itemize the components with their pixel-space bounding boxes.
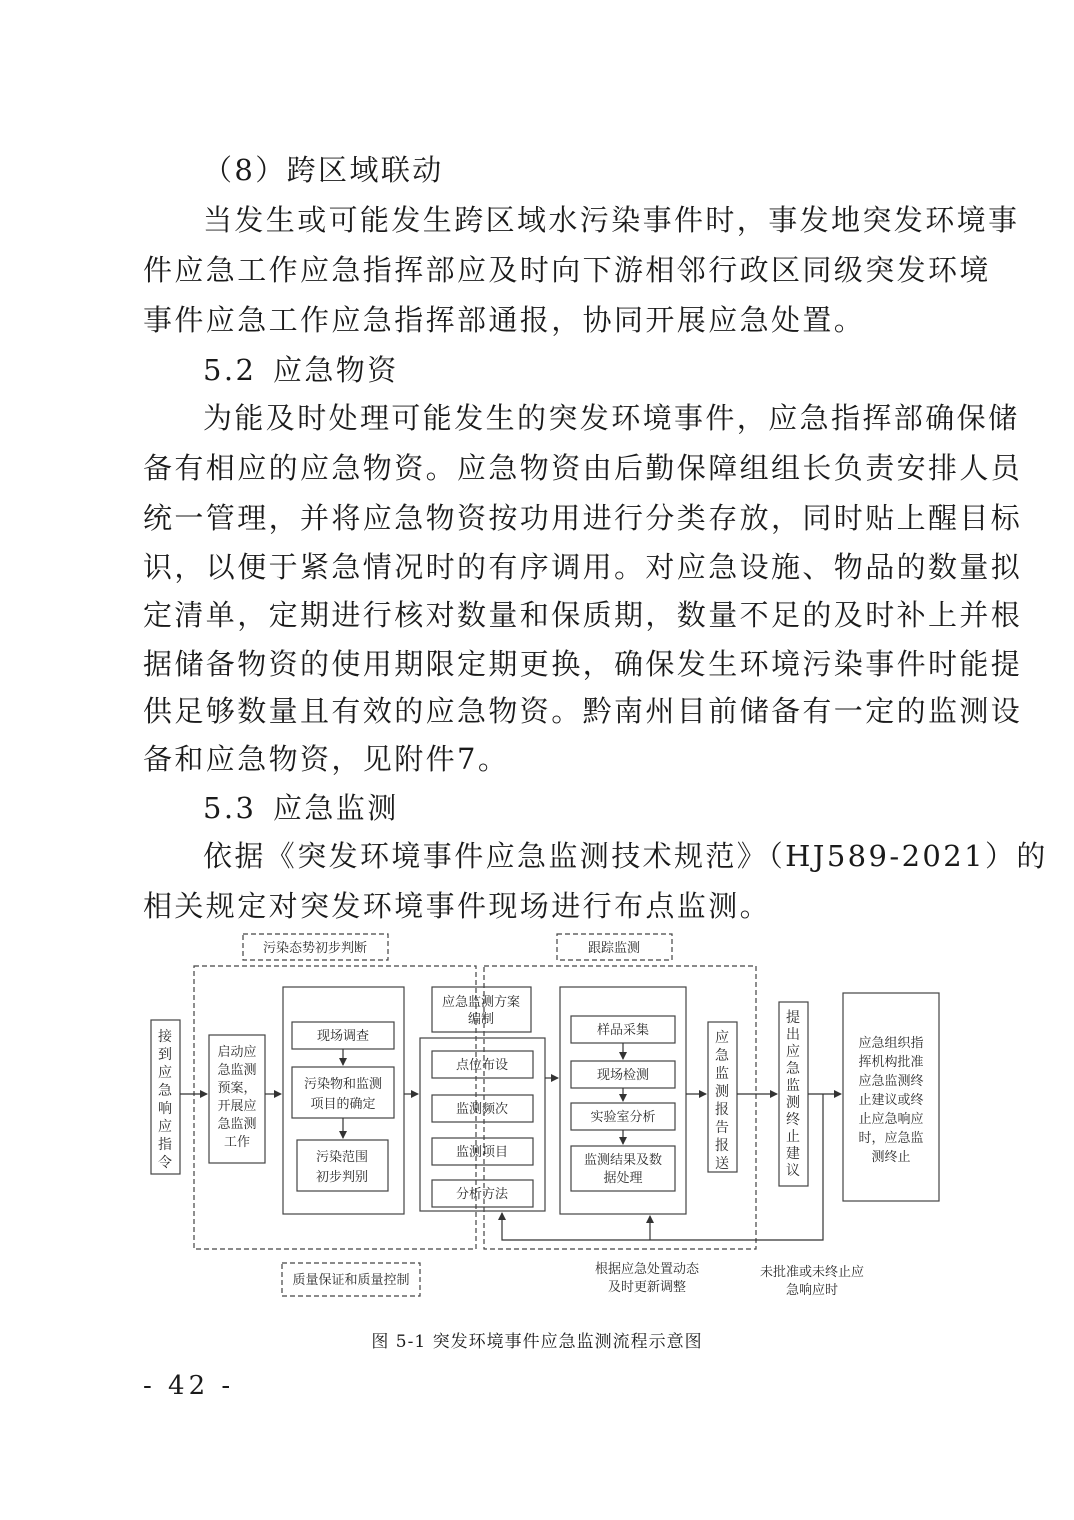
lab-text: 实验室分析	[590, 1110, 656, 1125]
propose-char: 监	[786, 1078, 800, 1094]
range-text: 初步判别	[315, 1170, 369, 1185]
survey-text: 现场调查	[316, 1029, 370, 1044]
propose-char: 终	[786, 1112, 800, 1128]
propose-char: 急	[786, 1061, 800, 1077]
start-text: 急监测	[217, 1117, 257, 1132]
propose-char: 测	[786, 1095, 800, 1111]
start-text: 开展应	[217, 1099, 257, 1114]
section-number: 5.3	[203, 791, 257, 825]
paragraph-line: 相关规定对突发环境事件现场进行布点监测。	[143, 889, 772, 923]
reject-note: 急响应时	[785, 1283, 839, 1298]
qa-label: 质量保证和质量控制	[292, 1273, 410, 1288]
receive-char: 应	[158, 1065, 172, 1081]
section-title: 应急监测	[273, 791, 399, 825]
report-char: 急	[715, 1048, 729, 1064]
start-text: 工作	[223, 1135, 251, 1150]
page-number: - 42 -	[143, 1371, 235, 1401]
report-char: 送	[715, 1156, 729, 1172]
section-number: 5.2	[203, 353, 257, 387]
report-char: 报	[715, 1102, 729, 1118]
report-char: 监	[715, 1066, 729, 1082]
report-char: 应	[715, 1030, 729, 1046]
receive-char: 应	[158, 1119, 172, 1135]
propose-char: 建	[786, 1146, 800, 1162]
paragraph-line: 事件应急工作应急指挥部通报，协同开展应急处置。	[143, 303, 866, 337]
figure-caption: 图 5-1 突发环境事件应急监测流程示意图	[371, 1332, 703, 1352]
pollutant-text: 污染物和监测	[303, 1077, 383, 1092]
plan-text: 应急监测方案	[441, 995, 521, 1010]
receive-char: 指	[158, 1137, 172, 1153]
paragraph-line: 识，以便于紧急情况时的有序调用。对应急设施、物品的数量拟	[143, 550, 1023, 584]
field-test-text: 现场检测	[596, 1068, 650, 1083]
paragraph-line: 供足够数量且有效的应急物资。黔南州目前储备有一定的监测设	[143, 694, 1023, 728]
paragraph-line: 为能及时处理可能发生的突发环境事件，应急指挥部确保储	[203, 401, 1020, 435]
propose-char: 出	[786, 1027, 800, 1043]
approve-text: 应急监测终	[858, 1074, 924, 1089]
start-text: 启动应	[217, 1045, 257, 1060]
plan-item-text: 点位布设	[455, 1058, 509, 1073]
pollutant-text: 项目的确定	[310, 1097, 376, 1112]
paragraph-line: 据储备物资的使用期限定期更换，确保发生环境污染事件时能提	[143, 647, 1023, 681]
approve-text: 止建议或终	[858, 1093, 924, 1108]
receive-char: 响	[158, 1101, 172, 1117]
approve-text: 应急组织指	[858, 1036, 924, 1051]
receive-char: 令	[158, 1155, 172, 1171]
paragraph-line: 备和应急物资，见附件7。	[143, 742, 510, 776]
update-note: 根据应急处置动态	[594, 1262, 700, 1277]
reject-note: 未批准或未终止应	[759, 1265, 865, 1280]
paragraph-line: 当发生或可能发生跨区域水污染事件时，事发地突发环境事	[203, 203, 1020, 237]
report-char: 测	[715, 1084, 729, 1100]
range-text: 污染范围	[315, 1150, 369, 1165]
plan-item-text: 监测项目	[455, 1145, 509, 1160]
report-char: 报	[715, 1138, 729, 1154]
approve-text: 时，应急监	[858, 1131, 924, 1146]
receive-char: 到	[158, 1047, 172, 1063]
heading-cross-region: （8）跨区域联动	[203, 153, 444, 187]
paragraph-line: 依据《突发环境事件应急监测技术规范》（HJ589-2021）的	[203, 839, 1048, 873]
paragraph-line: 件应急工作应急指挥部应及时向下游相邻行政区同级突发环境	[143, 253, 991, 287]
receive-char: 急	[158, 1083, 172, 1099]
tracking-label: 跟踪监测	[587, 941, 641, 956]
plan-item-text: 分析方法	[455, 1187, 509, 1202]
receive-char: 接	[158, 1029, 172, 1045]
paragraph-line: 定清单，定期进行核对数量和保质期，数量不足的及时补上并根	[143, 598, 1023, 632]
propose-char: 应	[786, 1044, 800, 1060]
initial-assessment-label: 污染态势初步判断	[262, 941, 368, 956]
propose-char: 止	[786, 1129, 800, 1145]
results-text: 据处理	[603, 1171, 643, 1186]
results-text: 监测结果及数	[583, 1153, 663, 1168]
report-char: 告	[715, 1120, 729, 1136]
approve-text: 测终止	[871, 1150, 911, 1165]
approve-text: 挥机构批准	[858, 1055, 924, 1070]
plan-text: 编制	[467, 1012, 495, 1027]
update-note: 及时更新调整	[607, 1280, 687, 1295]
start-text: 预案，	[217, 1081, 257, 1096]
sampling-text: 样品采集	[596, 1023, 650, 1038]
section-title: 应急物资	[273, 353, 399, 387]
paragraph-line: 备有相应的应急物资。应急物资由后勤保障组组长负责安排人员	[143, 451, 1023, 485]
approve-text: 止应急响应	[858, 1112, 924, 1127]
plan-item-text: 监测频次	[455, 1102, 509, 1117]
paragraph-line: 统一管理，并将应急物资按功用进行分类存放，同时贴上醒目标	[143, 501, 1023, 535]
start-text: 急监测	[217, 1063, 257, 1078]
propose-char: 提	[786, 1010, 800, 1026]
propose-char: 议	[786, 1163, 800, 1179]
